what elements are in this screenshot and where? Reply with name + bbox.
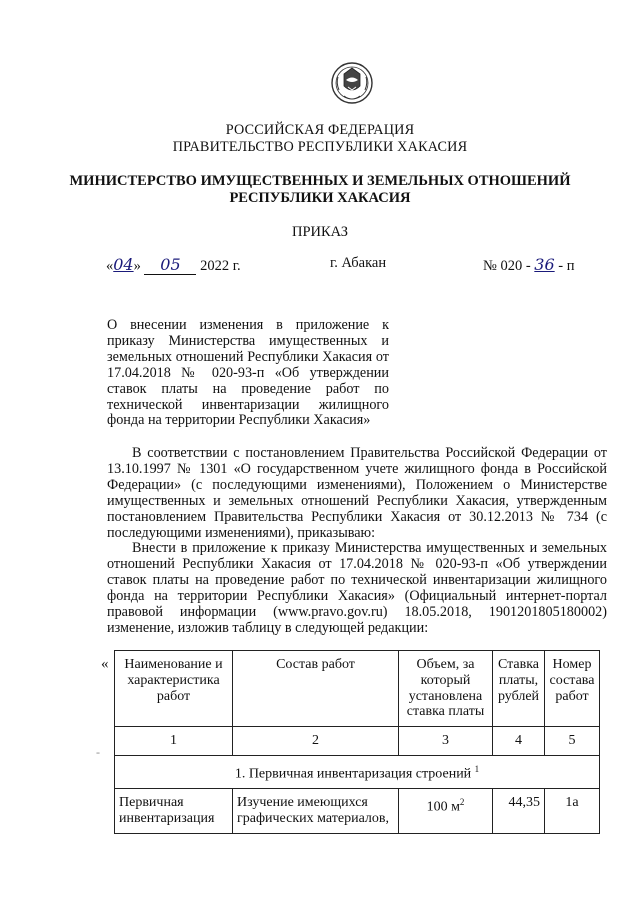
body-text [107, 446, 607, 637]
date-year: 2022 г. [200, 258, 241, 274]
header-code: Номер состава работ [545, 651, 600, 727]
section-title: 1. Первичная инвентаризация строений $^1$ [115, 755, 600, 788]
col-number: 1 [115, 727, 233, 756]
header-government: ПРАВИТЕЛЬСТВО РЕСПУБЛИКИ ХАКАСИЯ [172, 139, 468, 155]
col-number: 3 [399, 727, 493, 756]
coat-of-arms-emblem [330, 60, 374, 106]
header-country: РОССИЙСКАЯ ФЕДЕРАЦИЯ [225, 122, 415, 138]
row-name: Первичная инвентаризация [115, 789, 233, 834]
margin-mark: - [96, 745, 100, 759]
header-name: Наименование и характеристика работ [115, 651, 233, 727]
col-number: 4 [493, 727, 545, 756]
number-handwritten: 36 [534, 255, 555, 274]
number-prefix: № 020 - [483, 258, 531, 274]
header-volume: Объем, за который установлена ставка платы [399, 651, 493, 727]
subject-text: О внесении изменения в приложение к приказу Министерства имущественных и земельных отношений Республики Хакасия от 17.04.2018 № 020-93-п «Об утверждении ставок платы на проведение работ по технической инвентаризации жилищного фонда на территории Республики Хакасия» [107, 317, 389, 429]
rates-table [114, 650, 600, 834]
city: г. Абакан [330, 255, 387, 271]
date-field [106, 255, 241, 275]
section-row [115, 755, 600, 788]
column-number-row [115, 727, 600, 756]
number-suffix: - п [558, 258, 575, 274]
date-open-quote: « [106, 258, 114, 274]
date-close-quote: » [133, 258, 141, 274]
date-month-handwritten: 05 [144, 255, 196, 275]
table-row [115, 789, 600, 834]
body-paragraph-2: Внести в приложение к приказу Министерства имущественных и земельных отношений Республики Хакасия от 17.04.2018 № 020-93-п «Об утверждении ставок платы на проведение работ по технической инвентаризации жилищного фонда на территории Республики Хакасия» (Официальный интернет-портал правовой информации (www.pravo.gov.ru) 18.05.2018, 1901201805180002) изменение, изложив таблицу в следующей редакции: [107, 540, 607, 636]
date-day-handwritten: 04 [113, 255, 134, 274]
row-volume: 100 $м^2$ [399, 789, 493, 834]
body-paragraph-1: В соответствии с постановлением Правительства Российской Федерации от 13.10.1997 № 1301 «О государственном учете жилищного фонда в Российской Федерации» (с последующими изменениями), Положением о Министерстве имущественных и земельных отношений Республики Хакасия, утвержденным постановлением Правительства Республики Хакасия от 30.12.2013 № 734 (с последующими изменениями), приказываю: [107, 445, 607, 541]
header-work: Состав работ [233, 651, 399, 727]
ministry-name-line2: РЕСПУБЛИКИ ХАКАСИЯ [229, 190, 411, 206]
table-open-quote: « [101, 656, 109, 672]
header-rate: Ставка платы, рублей [493, 651, 545, 727]
document-subject [107, 318, 389, 429]
table-header-row [115, 651, 600, 727]
row-rate: 44,35 [493, 789, 545, 834]
document-type: ПРИКАЗ [291, 224, 349, 240]
col-number: 2 [233, 727, 399, 756]
document-number [483, 255, 575, 275]
row-work: Изучение имеющихся графических материалов, [233, 789, 399, 834]
ministry-name-line1: МИНИСТЕРСТВО ИМУЩЕСТВЕННЫХ И ЗЕМЕЛЬНЫХ ОТНОШЕНИЙ [69, 173, 571, 189]
row-code: 1а [545, 789, 600, 834]
col-number: 5 [545, 727, 600, 756]
section-footnote: 1 [474, 763, 480, 774]
